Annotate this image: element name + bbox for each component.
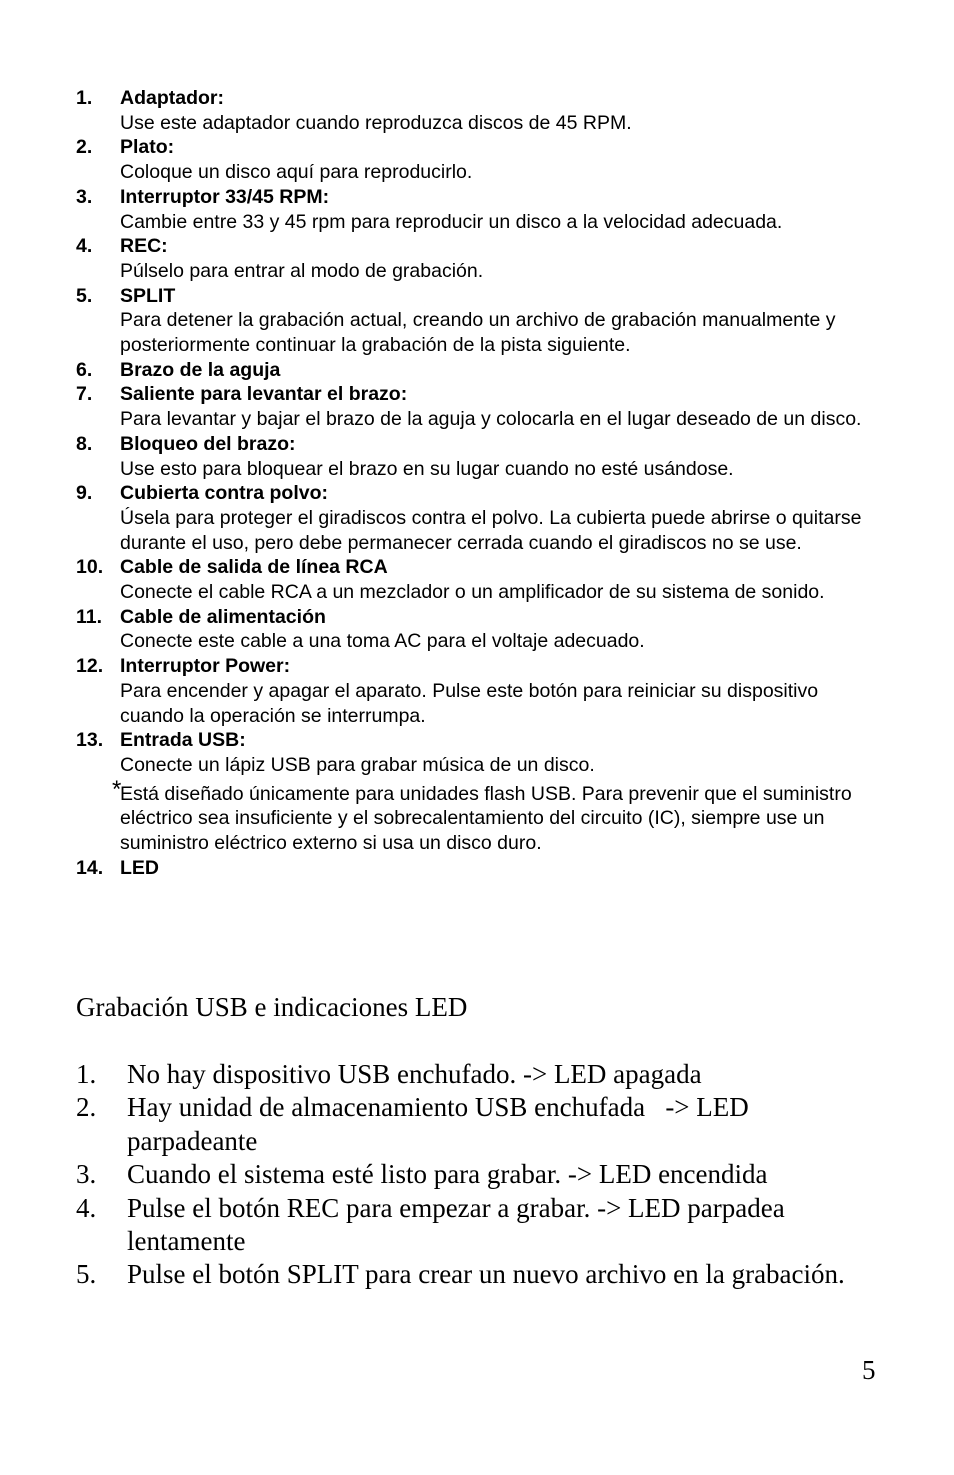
step-text: Pulse el botón REC para empezar a grabar. -> LED parpadea lentamente [127,1192,785,1257]
item-title: Entrada USB: [120,729,246,752]
item-number: 7. [76,383,93,406]
item-number: 12. [76,655,104,678]
item-number: 4. [76,235,93,258]
list-item [76,86,876,135]
item-title: Cable de salida de línea RCA [120,556,388,579]
item-description: Conecte el cable RCA a un mezclador o un amplificador de su sistema de sonido. [120,581,825,604]
usb-note [112,775,876,856]
parts-list [76,86,876,881]
item-number: 10. [76,556,104,579]
item-number: 1. [76,87,93,109]
item-description: Cambie entre 33 y 45 rpm para reproducir un disco a la velocidad adecuada. [120,210,783,233]
list-item [76,1258,866,1291]
list-item [76,856,876,881]
list-item [76,1091,866,1158]
item-title: REC: [120,235,168,258]
step-number: 4. [76,1192,97,1223]
item-number: 14. [76,856,104,879]
list-item [76,1058,866,1091]
list-item [76,234,876,283]
item-description: Use esto para bloquear el brazo en su lugar cuando no esté usándose. [120,457,734,480]
item-title: SPLIT [120,284,176,307]
list-item [76,1158,866,1191]
step-text: No hay dispositivo USB enchufado. -> LED apagada [127,1059,702,1089]
step-text: Cuando el sistema esté listo para grabar. -> LED encendida [127,1159,768,1190]
list-item [76,605,876,654]
section-heading: Grabación USB e indicaciones LED [76,992,468,1022]
item-title: Adaptador: [120,87,224,109]
list-item [76,358,876,383]
item-number: 8. [76,432,93,455]
item-number: 6. [76,358,93,381]
item-description: Conecte este cable a una toma AC para el voltaje adecuado. [120,630,645,653]
list-item [76,135,876,184]
item-number: 5. [76,284,93,307]
item-description: Conecte un lápiz USB para grabar música de un disco. [120,753,595,776]
item-number: 13. [76,729,104,752]
item-title: Bloqueo del brazo: [120,432,296,455]
list-item [76,728,876,856]
step-text: Hay unidad de almacenamiento USB enchufada -> LED parpadeante [127,1092,756,1156]
list-item [76,481,876,555]
list-item [76,555,876,604]
item-number: 9. [76,482,93,505]
item-description: Use este adaptador cuando reproduzca discos de 45 RPM. [120,111,632,134]
item-title: Brazo de la aguja [120,358,281,381]
item-description: Úsela para proteger el giradiscos contra el polvo. La cubierta puede abrirse o quitarse durante el uso, pero debe permanecer cerrada cuando el giradiscos no se use. [120,506,862,554]
item-title: Cable de alimentación [120,605,326,628]
step-text: Pulse el botón SPLIT para crear un nuevo archivo en la grabación. [127,1259,845,1290]
item-title: Cubierta contra polvo: [120,482,329,505]
item-number: 2. [76,136,93,159]
step-number: 3. [76,1159,97,1190]
item-number: 11. [76,605,103,628]
item-description: Para detener la grabación actual, creando un archivo de grabación manualmente y posteriormente continuar la grabación de la pista siguiente. [120,309,836,357]
list-item [76,382,876,431]
item-title: Interruptor 33/45 RPM: [120,185,330,208]
item-title: Saliente para levantar el brazo: [120,383,408,406]
item-description: Para encender y apagar el aparato. Pulse este botón para reiniciar su dispositivo cuando la operación se interrumpa. [120,679,819,727]
item-description: Para levantar y bajar el brazo de la aguja y colocarla en el lugar deseado de un disco. [120,408,862,431]
item-description: Púlselo para entrar al modo de grabación. [120,259,484,282]
list-item [76,432,876,481]
step-number: 5. [76,1259,97,1290]
led-steps-list [76,1058,866,1292]
asterisk-mark: * [112,775,122,803]
list-item [76,284,876,358]
item-description: Coloque un disco aquí para reproducirlo. [120,161,473,184]
item-number: 3. [76,185,93,208]
step-number: 1. [76,1059,97,1089]
usb-note-text: Está diseñado únicamente para unidades flash USB. Para prevenir que el suministro eléctrico sea insuficiente y el sobrecalentamiento del circuito (IC), siempre use un suministro eléctrico externo si usa un disco duro. [120,782,852,855]
list-item [76,654,876,728]
item-title: LED [120,856,159,879]
item-title: Interruptor Power: [120,655,291,678]
list-item [76,1192,866,1259]
item-title: Plato: [120,136,175,159]
list-item [76,185,876,234]
page-number: 5 [862,1355,876,1385]
step-number: 2. [76,1092,97,1123]
